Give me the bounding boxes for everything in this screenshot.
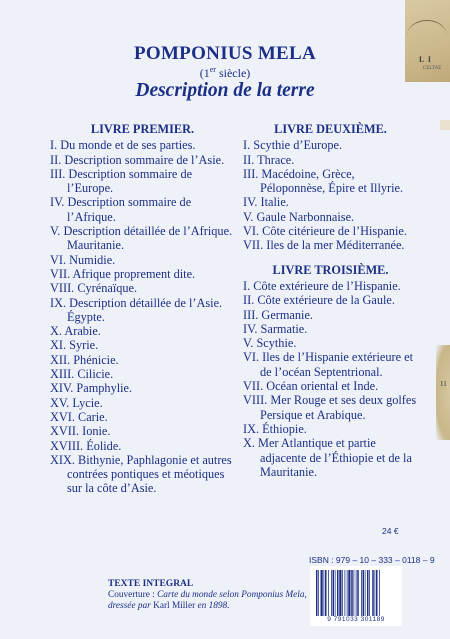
- chapter-item: I. Côte extérieure de l’Hispanie.: [243, 278, 401, 293]
- book-heading-1: LIVRE PREMIER.: [90, 122, 195, 136]
- chapter-item: XIII. Cilicie.: [50, 367, 114, 382]
- chapter-item: III. Germanie.: [243, 307, 313, 322]
- chapter-item: V. Description détaillée de l’Afrique. Mauritanie.: [50, 224, 233, 253]
- author-name: POMPONIUS MELA: [133, 43, 317, 64]
- chapter-item: IX. Éthiopie.: [243, 421, 307, 436]
- price-label: 24 €: [382, 526, 399, 536]
- chapter-item: IV. Sarmatie.: [243, 321, 308, 336]
- barcode-bar: [351, 570, 353, 616]
- barcode-bars: [315, 570, 398, 616]
- chapter-item: III. Macédoine, Grèce, Péloponnèse, Épire et Illyrie.: [243, 166, 404, 196]
- chapter-item: XVIII. Éolide.: [50, 438, 122, 453]
- barcode-bar: [361, 570, 362, 616]
- barcode-bar: [318, 570, 319, 616]
- chapter-item: VI. Numidie.: [50, 252, 116, 267]
- chapter-item: VII. Afrique proprement dite.: [50, 266, 196, 281]
- map-fragment-edge: [436, 345, 450, 440]
- century-prefix: (1: [199, 66, 210, 80]
- barcode-bar: [348, 570, 350, 616]
- barcode-bar: [337, 570, 339, 616]
- barcode-bar: [331, 570, 332, 616]
- chapter-item: VIII. Mer Rouge et ses deux golfes Persique et Arabique.: [243, 393, 417, 422]
- barcode-bar: [325, 570, 327, 616]
- chapter-item: II. Côte extérieure de la Gaule.: [243, 293, 395, 308]
- chapter-item: VII. Océan oriental et Inde.: [243, 379, 379, 394]
- chapter-item: I. Du monde et de ses parties.: [50, 138, 196, 153]
- chapter-item: X. Arabie.: [50, 324, 101, 339]
- chapter-item: IV. Italie.: [243, 195, 289, 210]
- chapter-item: VI. Côte citérieure de l’Hispanie.: [243, 224, 407, 239]
- chapter-list-book-3: [243, 279, 418, 479]
- map-edge-mark: 11: [440, 380, 447, 388]
- chapter-item: II. Thrace.: [243, 152, 295, 167]
- barcode-bar: [333, 570, 335, 616]
- chapter-item: V. Scythie.: [243, 336, 297, 351]
- credit-prefix: Couverture :: [108, 590, 158, 600]
- barcode-bar: [372, 570, 374, 616]
- chapter-item: VI. Iles de l’Hispanie extérieure et de l’océan Septentrional.: [243, 350, 414, 379]
- chapter-item: XIX. Bithynie, Paphlagonie et autres contrées pontiques et méotiques sur la côte d’Asie.: [50, 452, 232, 496]
- chapter-item: V. Gaule Narbonnaise.: [243, 209, 355, 224]
- map-label: L I: [419, 55, 433, 64]
- book-heading-3: LIVRE TROISIÈME.: [272, 262, 389, 277]
- contents-column-left: [50, 122, 235, 496]
- barcode-bar: [375, 570, 376, 616]
- chapter-item: XVII. Ionie.: [50, 424, 111, 439]
- chapter-item: XIV. Pamphylie.: [50, 381, 133, 396]
- book-heading-2: LIVRE DEUXIÈME.: [274, 122, 387, 136]
- book-title: Description de la terre: [135, 80, 315, 101]
- chapter-list-book-1: [50, 138, 235, 495]
- chapter-item: IV. Description sommaire de l’Afrique.: [50, 195, 192, 224]
- chapter-item: XI. Syrie.: [50, 338, 99, 353]
- barcode-bar: [321, 570, 323, 616]
- barcode-bar: [342, 570, 343, 616]
- century-note: [0, 65, 450, 81]
- barcode-bar: [376, 570, 378, 616]
- isbn-label: ISBN : 979 – 10 – 333 – 0118 – 9: [309, 555, 435, 565]
- credit-author: Karl Miller: [150, 601, 198, 611]
- barcode-bar: [379, 570, 380, 616]
- century-suffix: siècle): [215, 66, 251, 80]
- barcode-bar: [335, 570, 336, 616]
- full-text-label: TEXTE INTEGRAL: [108, 579, 194, 589]
- chapter-item: XVI. Carie.: [50, 409, 108, 424]
- chapter-item: I. Scythie d’Europe.: [243, 138, 343, 153]
- barcode-bar: [345, 570, 346, 616]
- barcode-bar: [357, 570, 359, 616]
- chapter-item: XV. Lycie.: [50, 395, 103, 410]
- barcode-bar: [339, 570, 341, 616]
- barcode-bar: [365, 570, 366, 616]
- chapter-item: IX. Description détaillée de l’Asie. Égypte.: [50, 295, 223, 324]
- barcode-bar: [328, 570, 329, 616]
- chapter-item: VII. Iles de la mer Méditerranée.: [243, 238, 405, 253]
- barcode-bar: [363, 570, 365, 616]
- cover-credit: [108, 590, 308, 612]
- chapter-item: XII. Phénicie.: [50, 352, 119, 367]
- barcode-bar: [347, 570, 348, 616]
- barcode-bar: [316, 570, 318, 616]
- barcode-bar: [367, 570, 369, 616]
- barcode: [310, 566, 402, 626]
- chapter-item: III. Description sommaire de l’Europe.: [50, 166, 193, 196]
- map-fragment-mid: [440, 120, 450, 130]
- contents-column-right: [243, 122, 418, 479]
- barcode-bar: [356, 570, 357, 616]
- chapter-item: II. Description sommaire de l’Asie.: [50, 152, 225, 167]
- century-superscript: er: [209, 65, 216, 74]
- barcode-bar: [369, 570, 370, 616]
- barcode-bar: [354, 570, 355, 616]
- credit-map-title: Carte du monde selon Pomponius Mela, dressée par: [108, 590, 307, 611]
- chapter-item: VIII. Cyrénaïque.: [50, 281, 138, 296]
- chapter-item: X. Mer Atlantique et partie adjacente de l’Éthiopie et de la Mauritanie.: [243, 436, 412, 479]
- barcode-number: 9 791033 301189: [327, 616, 385, 623]
- map-small-label: CELTAE: [423, 66, 442, 71]
- barcode-bar: [324, 570, 325, 616]
- credit-year: en 1898.: [197, 601, 230, 611]
- book-separator: [243, 253, 418, 263]
- chapter-list-book-2: [243, 138, 418, 252]
